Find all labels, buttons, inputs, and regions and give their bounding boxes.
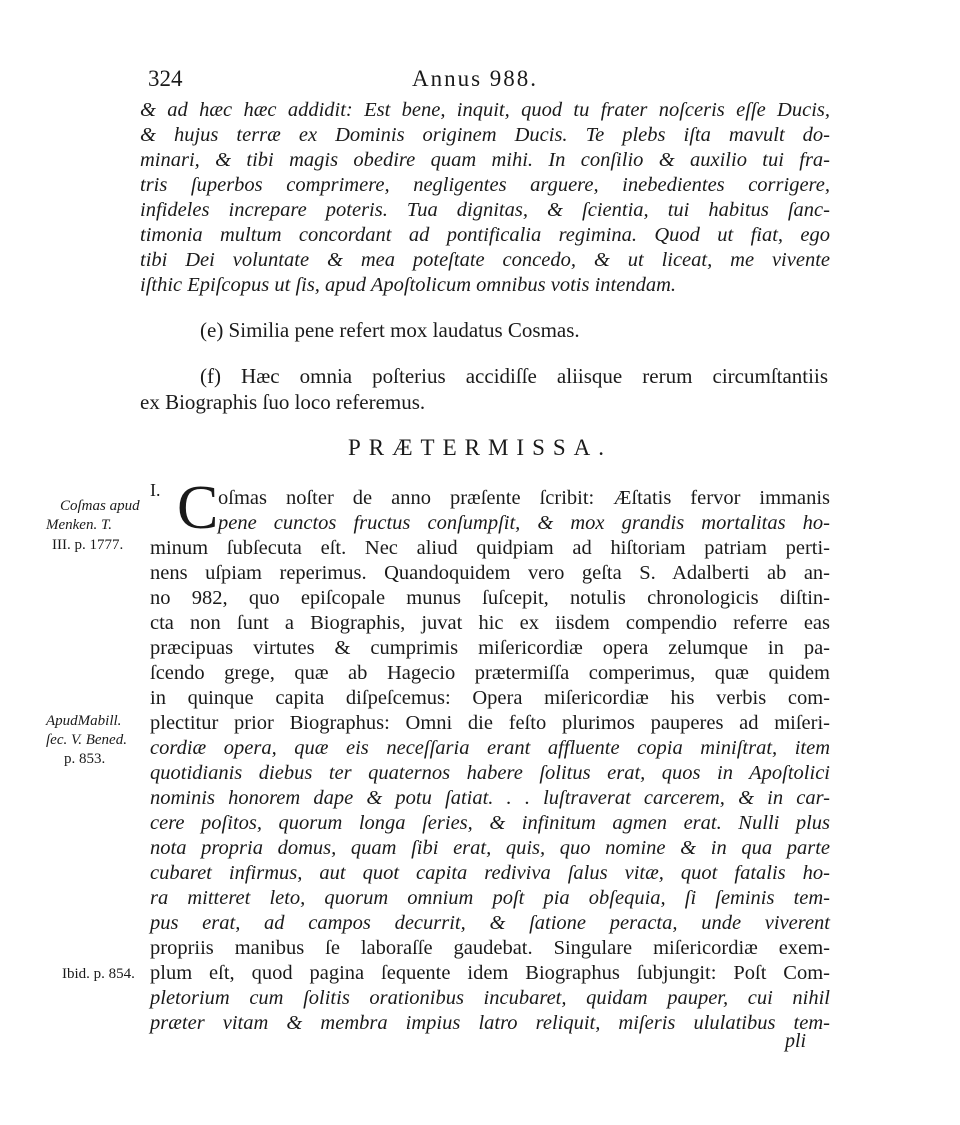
catchword: pli [785, 1030, 807, 1052]
margin-note: Coſmas apud [60, 498, 140, 514]
top-line: tibi Dei voluntate & mea poteſtate concedo, & ut liceat, me vivente [140, 249, 830, 271]
top-line: infideles increpare poteris. Tua dignitas, & ſcientia, tui habitus ſanc- [140, 199, 830, 221]
body-line: pletorium cum ſolitis orationibus incubaret, quidam pauper, cui nihil [150, 987, 830, 1009]
body-line: ſcendo grege, quæ ab Hagecio prætermiſſa comperimus, quæ quidem [150, 662, 830, 684]
margin-note: ſec. V. Bened. [46, 732, 127, 748]
body-line: cubaret infirmus, aut quot capita rediviva ſalus vitæ, quot fatalis ho- [150, 862, 830, 884]
page-number: 324 [148, 66, 183, 91]
body-line: cere poſitos, quorum longa ſeries, & infinitum agmen erat. Nulli plus [150, 812, 830, 834]
body-line: in quinque capita diſpeſcemus: Opera miſericordiæ his verbis com- [150, 687, 830, 709]
footnote-e: (e) Similia pene refert mox laudatus Cosmas. [200, 318, 580, 342]
margin-note: ApudMabill. [46, 713, 122, 729]
body-line: minum ſubſecuta eſt. Nec aliud quidpiam ad hiſtoriam patriam perti- [150, 537, 830, 559]
top-line: iſthic Epiſcopus ut ſis, apud Apoſtolicum omnibus votis intendam. [140, 274, 677, 296]
footnote-f-line2: ex Biographis ſuo loco referemus. [140, 390, 426, 414]
section-heading: PRÆTERMISSA. [347, 435, 613, 460]
running-title: Annus 988. [412, 66, 539, 91]
top-line: & hujus terræ ex Dominis originem Ducis. Te plebs iſta mavult do- [140, 124, 830, 146]
top-line: tris ſuperbos comprimere, negligentes arguere, inebedientes corrigere, [140, 174, 830, 196]
body-line: nens uſpiam reperimus. Quandoquidem vero geſta S. Adalberti ab an- [150, 562, 830, 584]
footnote-f-line1: (f) Hæc omnia poſterius accidiſſe aliisque rerum circumſtantiis [200, 364, 828, 388]
body-line: plectitur prior Biographus: Omni die feſto plurimos pauperes ad miſeri- [150, 712, 830, 734]
body-line: ra mitteret leto, quorum omnium poſt pia obſequia, ſi ſeminis tem- [150, 887, 830, 909]
body-line: quotidianis diebus ter quaternos habere ſolitus erat, quos in Apoſtolici [150, 762, 830, 784]
body-line: nominis honorem dape & potu ſatiat. . . luſtraverat carcerem, & in car- [150, 787, 830, 809]
body-line: no 982, quo epiſcopale munus ſuſcepit, notulis chronologicis diſtin- [150, 587, 830, 609]
top-line: & ad hæc hæc addidit: Est bene, inquit, quod tu frater noſceris eſſe Ducis, [140, 99, 830, 121]
body-line: præcipuas virtutes & cumprimis miſericordiæ opera zelumque in pa- [150, 637, 830, 659]
running-header [140, 66, 830, 96]
body-line: nota propria domus, quam ſibi erat, quis, quo nomine & in qua parte [150, 837, 830, 859]
body-line: plum eſt, quod pagina ſequente idem Biographus ſubjungit: Poſt Com- [150, 962, 830, 984]
margin-note: Ibid. p. 854. [62, 966, 135, 982]
top-line: minari, & tibi magis obedire quam mihi. In conſilio & auxilio tui fra- [140, 149, 830, 171]
body-line: propriis manibus ſe laboraſſe gaudebat. Singulare miſericordiæ exem- [150, 937, 830, 959]
body-line: cta non ſunt a Biographis, juvat hic ex iisdem compendio referre eas [150, 612, 830, 634]
body-line: cordiæ opera, quæ eis neceſſaria erant affluente copia miniſtrat, item [150, 737, 830, 759]
margin-note: p. 853. [64, 751, 106, 767]
top-line: timonia multum concordant ad pontificalia regimina. Quod ut fiat, ego [140, 224, 830, 246]
section-number: I. [150, 480, 161, 500]
margin-note: III. p. 1777. [52, 537, 124, 553]
body-line: oſmas noſter de anno præſente ſcribit: Æſtatis fervor immanis [218, 487, 830, 509]
drop-cap: C [177, 474, 219, 542]
body-line: pene cunctos fructus conſumpſit, & mox grandis mortalitas ho- [218, 512, 830, 534]
body-line: præter vitam & membra impius latro reliquit, miſeris ululatibus tem- [150, 1012, 830, 1034]
body-line: pus erat, ad campos decurrit, & ſatione peracta, unde viverent [150, 912, 830, 934]
margin-note: Menken. T. [46, 517, 112, 533]
